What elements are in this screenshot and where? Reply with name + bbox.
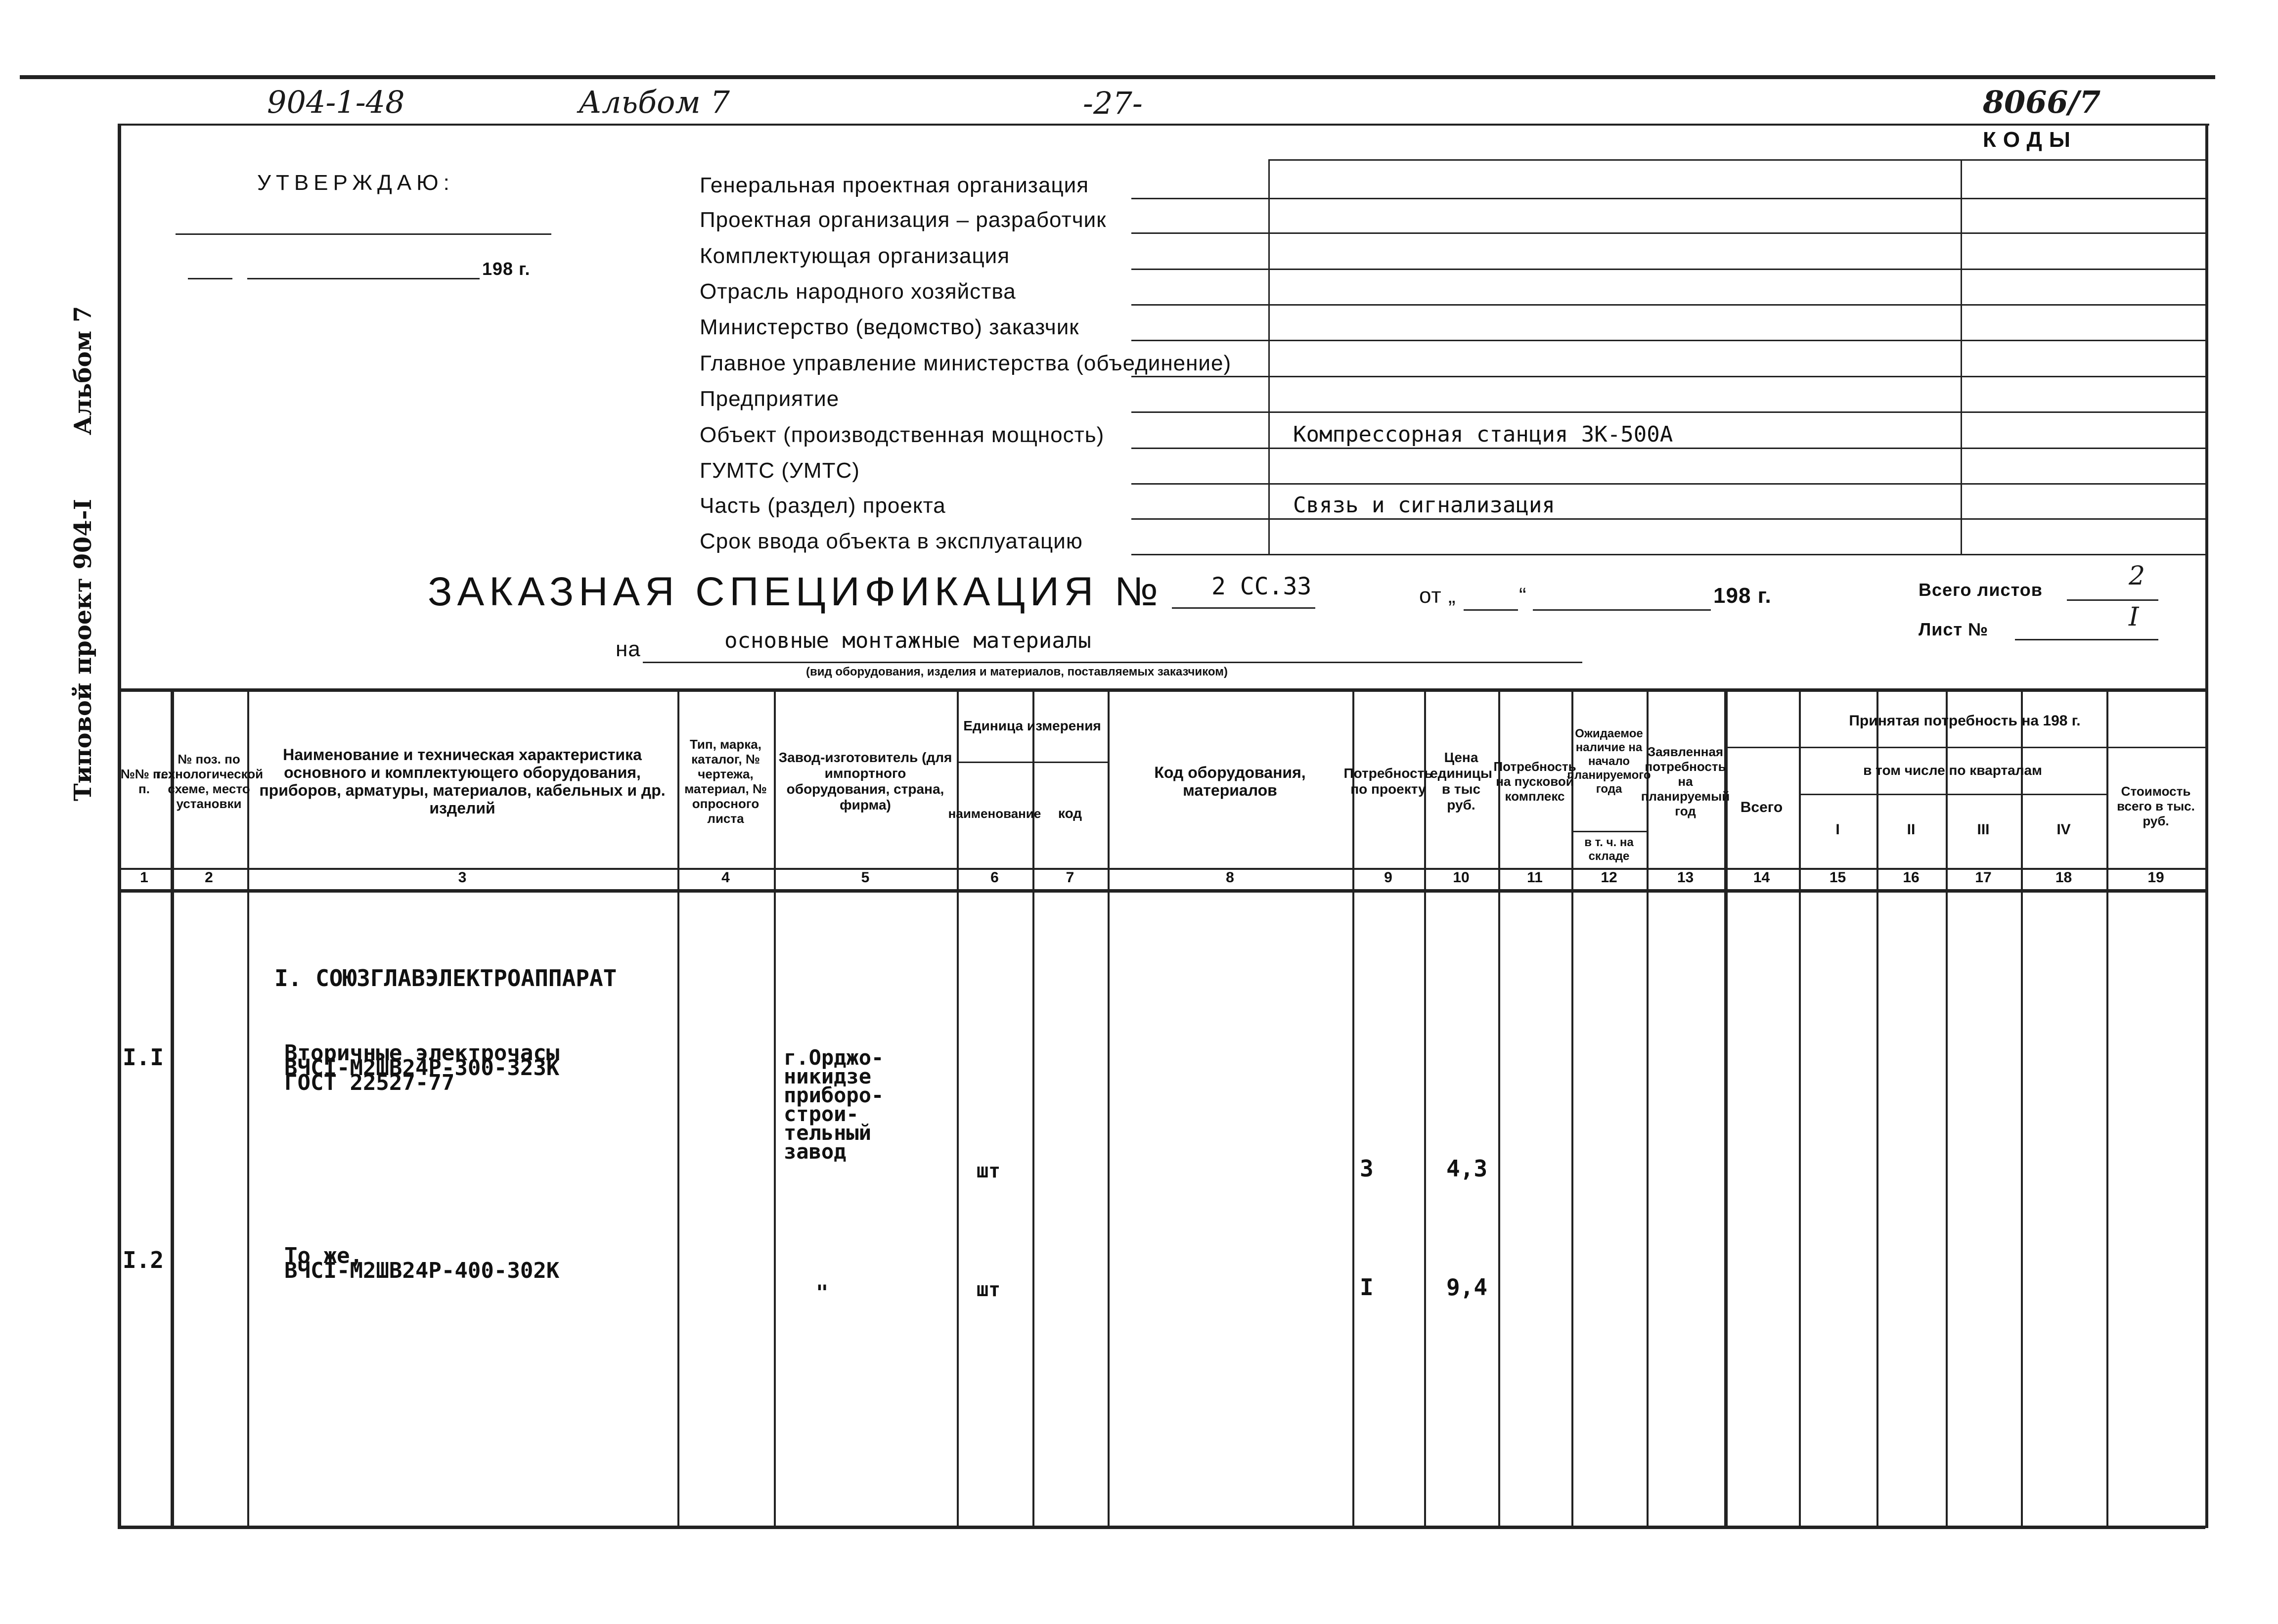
field-underline	[1131, 518, 1268, 520]
spec-number: 2 СС.33	[1211, 573, 1312, 600]
column-header: Заявленная потребность на планируемый год	[1641, 744, 1730, 818]
spec-day-line	[1464, 609, 1518, 611]
album-label: Альбом 7	[579, 84, 730, 120]
column-number: 3	[458, 869, 467, 886]
field-code-line	[1961, 483, 2205, 485]
row-number: I.I	[123, 1044, 164, 1071]
column-header: Всего	[1740, 799, 1783, 815]
field-value-line	[1268, 448, 1961, 449]
column-number: 5	[861, 869, 870, 886]
column-header: Ожидаемое наличие на начало планируемого года	[1567, 727, 1651, 796]
approve-sign-line	[176, 233, 551, 235]
column-header: IV	[2056, 821, 2071, 838]
field-underline	[1131, 448, 1268, 449]
column-header: № поз. по технологической схеме, место установки	[154, 752, 264, 811]
field-underline	[1131, 198, 1268, 199]
codes-header: КОДЫ	[1983, 128, 2077, 152]
column-number: 11	[1527, 869, 1543, 886]
column-number: 14	[1753, 869, 1770, 886]
table-bottom-line	[118, 1526, 2205, 1529]
sheet-value: I	[2129, 602, 2139, 632]
codes-header-line	[1268, 159, 2205, 161]
field-underline	[1131, 269, 1268, 270]
field-code-line	[1961, 340, 2205, 341]
row-name: Вторичные электрочасы ВЧСI-М2ШВ24Р-300-323К ГОСТ 22527-77	[284, 1040, 560, 1095]
column-header: Принятая потребность на 198 г.	[1849, 712, 2081, 729]
sheet-label: Лист №	[1919, 619, 1989, 639]
total-sheets-value: 2	[2129, 561, 2145, 591]
spec-date-prefix: от „	[1419, 584, 1456, 608]
column-number: 17	[1975, 869, 1992, 886]
column-header: Единица измерения	[963, 718, 1101, 733]
column-header: код	[1058, 806, 1082, 821]
total-sheets-label: Всего листов	[1919, 580, 2043, 600]
column-header: Потребность на пусковой комплекс	[1493, 759, 1576, 804]
approve-day-line	[188, 278, 232, 279]
field-value-line	[1268, 198, 1961, 199]
field-label: Главное управление министерства (объединение)	[700, 351, 1232, 375]
field-label: Генеральная проектная организация	[700, 173, 1089, 197]
spec-month-line	[1533, 609, 1711, 611]
subject-line	[643, 662, 1582, 663]
column-header: I	[1835, 821, 1840, 838]
field-value-line	[1268, 376, 1961, 377]
row-qty: I	[1360, 1274, 1374, 1301]
approve-title: УТВЕРЖДАЮ:	[257, 171, 454, 195]
approve-month-line	[247, 278, 480, 279]
spec-title: ЗАКАЗНАЯ СПЕЦИФИКАЦИЯ №	[428, 569, 1163, 614]
frame-top	[118, 124, 2209, 126]
column-number: 15	[1829, 869, 1846, 886]
column-header: наименование	[948, 806, 1041, 821]
total-sheets-line	[2067, 599, 2158, 601]
sheet-code: 8066/7	[1983, 84, 2101, 120]
field-code-line	[1961, 518, 2205, 520]
field-code-line	[1961, 232, 2205, 234]
approve-year: 198 г.	[482, 259, 531, 279]
field-underline	[1131, 232, 1268, 234]
field-label: Проектная организация – разработчик	[700, 208, 1107, 232]
field-code-line	[1961, 448, 2205, 449]
column-number: 2	[205, 869, 213, 886]
page-number: -27-	[1083, 85, 1143, 121]
field-label: Срок ввода объекта в эксплуатацию	[700, 529, 1083, 553]
side-album: Альбом 7	[69, 306, 97, 435]
column-number: 6	[990, 869, 999, 886]
column-header: в том числе по кварталам	[1863, 762, 2042, 778]
field-label: Часть (раздел) проекта	[700, 494, 946, 518]
column-number: 4	[721, 869, 730, 886]
field-code-line	[1961, 376, 2205, 377]
field-value-line	[1268, 340, 1961, 341]
column-number: 9	[1384, 869, 1392, 886]
column-number: 10	[1453, 869, 1470, 886]
column-header: Цена единицы в тыс руб.	[1430, 750, 1492, 812]
field-label: Комплектующая организация	[700, 244, 1010, 268]
row-price: 9,4	[1446, 1274, 1488, 1301]
field-label: ГУМТС (УМТС)	[700, 458, 860, 483]
field-underline	[1131, 340, 1268, 341]
field-value: Связь и сигнализация	[1293, 493, 1555, 518]
column-number: 8	[1226, 869, 1234, 886]
quarters-subheader-line	[1799, 794, 2106, 795]
spec-number-line	[1172, 607, 1315, 609]
spec-date-quote: “	[1519, 584, 1527, 608]
field-value-line	[1268, 232, 1961, 234]
field-underline	[1131, 304, 1268, 306]
column-header: Потребность по проекту	[1343, 766, 1433, 797]
field-code-line	[1961, 554, 2205, 555]
field-value-line	[1268, 304, 1961, 306]
column-number: 19	[2147, 869, 2164, 886]
row-maker: "	[816, 1280, 829, 1305]
field-value-line	[1268, 411, 1961, 413]
column-number: 12	[1601, 869, 1617, 886]
subject-value: основные монтажные материалы	[724, 628, 1091, 653]
side-project: Типовой проект 904-I	[69, 498, 97, 801]
table-top-line	[118, 688, 2205, 692]
field-value-line	[1268, 269, 1961, 270]
column-header: Тип, марка, каталог, № чертежа, материал, № опросного листа	[684, 737, 767, 826]
column-number: 16	[1903, 869, 1920, 886]
row-name: То же, ВЧСI-М2ШВ24Р-400-302К	[284, 1243, 560, 1283]
column-header: в т. ч. на складе	[1584, 835, 1634, 863]
field-label: Объект (производственная мощность)	[700, 423, 1105, 447]
field-label: Отрасль народного хозяйства	[700, 279, 1016, 304]
codes-split-left	[1268, 159, 1270, 555]
column-header: II	[1907, 821, 1916, 838]
column-header: III	[1977, 821, 1990, 838]
project-number: 904-1-48	[267, 84, 405, 120]
top-border	[20, 75, 2215, 79]
column-header: Завод-изготовитель (для импортного оборудования, страна, фирма)	[778, 750, 952, 812]
row-unit: шт	[977, 1160, 1001, 1182]
field-value-line	[1268, 518, 1961, 520]
subject-caption: (вид оборудования, изделия и материалов, поставляемых заказчиком)	[806, 665, 1228, 678]
field-label: Министерство (ведомство) заказчик	[700, 315, 1079, 339]
field-underline	[1131, 376, 1268, 377]
row-qty: 3	[1360, 1155, 1374, 1182]
field-value-line	[1268, 483, 1961, 485]
numbers-bottom-line	[118, 889, 2205, 893]
column-number: 18	[2055, 869, 2072, 886]
column-header: Код оборудования, материалов	[1154, 764, 1306, 799]
frame-right	[2205, 124, 2208, 1528]
field-underline	[1131, 411, 1268, 413]
column-number: 7	[1066, 869, 1074, 886]
column-header: Наименование и техническая характеристика основного и комплектующего оборудования, приборов, арматуры, материалов, кабельных и др. изделий	[259, 746, 666, 817]
field-code-line	[1961, 411, 2205, 413]
field-code-line	[1961, 198, 2205, 199]
field-value: Компрессорная станция ЗК-500А	[1293, 422, 1673, 447]
group-title: I. СОЮЗГЛАВЭЛЕКТРОАППАРАТ	[274, 965, 617, 992]
spec-year: 198 г.	[1713, 584, 1772, 608]
column-header: №№ п.. п.	[120, 767, 168, 796]
field-value-line	[1268, 554, 1961, 555]
field-label: Предприятие	[700, 387, 840, 411]
row-price: 4,3	[1446, 1155, 1488, 1182]
column-number: 13	[1677, 869, 1694, 886]
row-unit: шт	[977, 1278, 1001, 1301]
unit-subheader-line	[957, 762, 1108, 763]
row-number: I.2	[123, 1247, 164, 1273]
field-code-line	[1961, 269, 2205, 270]
accepted-subheader-line	[1724, 747, 2205, 748]
sheet-line	[2015, 639, 2158, 640]
column-header: Стоимость всего в тыс. руб.	[2117, 784, 2195, 828]
field-code-line	[1961, 304, 2205, 306]
codes-split-right	[1961, 159, 1962, 555]
field-underline	[1131, 483, 1268, 485]
row-maker: г.Орджо- никидзе приборо- строи- тельный завод	[784, 1045, 884, 1164]
field-underline	[1131, 554, 1268, 555]
on-label: на	[616, 637, 641, 661]
column-number: 1	[140, 869, 148, 886]
